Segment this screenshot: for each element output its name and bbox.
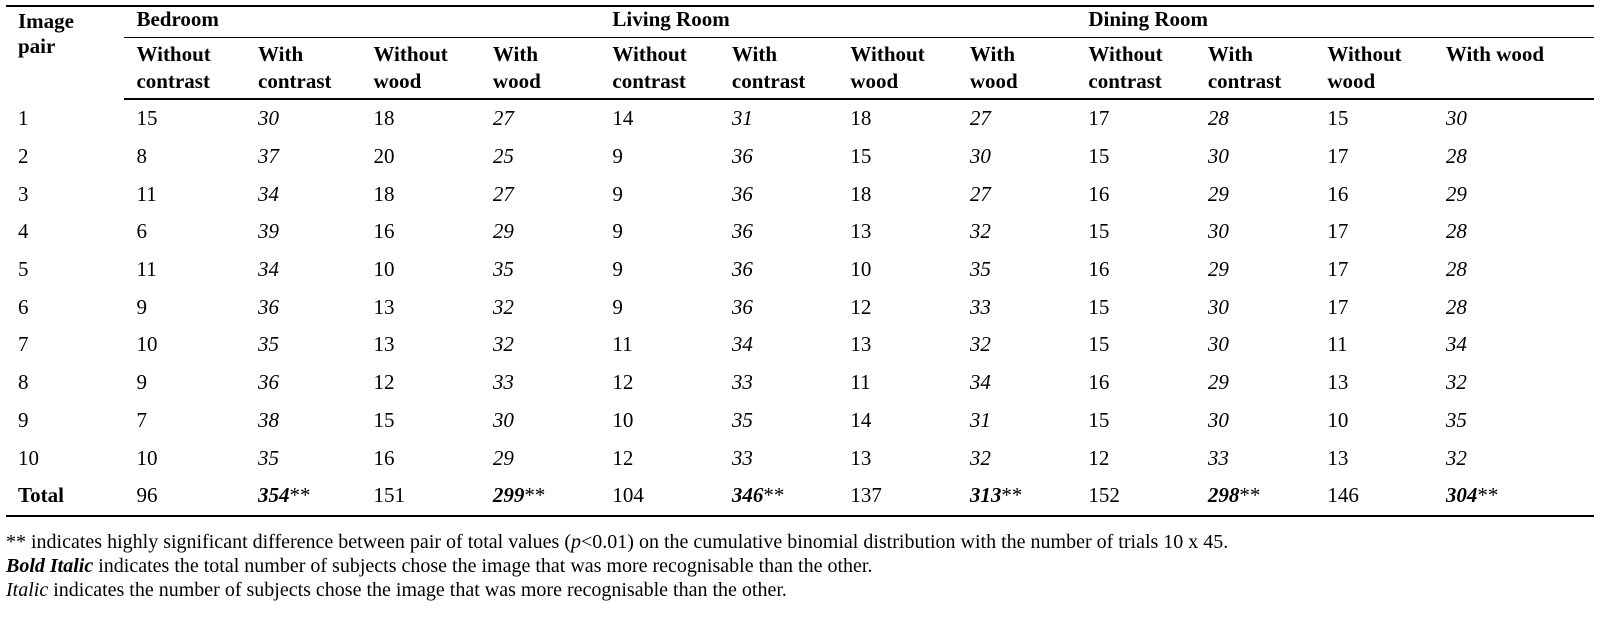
- table-cell: 13: [850, 445, 872, 470]
- total-value: 151: [373, 483, 405, 508]
- image-pair-header-line2: pair: [18, 34, 56, 58]
- table-row: [6, 138, 1594, 176]
- table-cell: 30: [1207, 294, 1229, 319]
- table-cell: 32: [492, 294, 514, 319]
- table-cell: 13: [373, 294, 395, 319]
- subheader-3: [481, 38, 601, 100]
- subheader-line1: Without: [612, 42, 687, 66]
- table-cell: 15: [1088, 332, 1110, 357]
- row-label: 5: [18, 257, 29, 282]
- table-cell: 33: [1207, 445, 1229, 470]
- group-header-dining-room: Dining Room: [1076, 6, 1594, 38]
- table-cell: 15: [1088, 144, 1110, 169]
- row-label: 7: [18, 332, 29, 357]
- table-cell: 32: [969, 445, 991, 470]
- subheader-row: [6, 38, 1594, 100]
- table-cell: 17: [1327, 219, 1349, 244]
- table-cell: 34: [731, 332, 753, 357]
- subheader-line2: wood: [850, 69, 899, 93]
- table-row: [6, 439, 1594, 477]
- table-row: [6, 213, 1594, 251]
- total-cell: [958, 477, 1077, 516]
- subheader-2: [361, 38, 480, 100]
- subheader-line2: wood: [373, 69, 422, 93]
- table-cell: 16: [373, 445, 395, 470]
- table-cell: 29: [492, 445, 514, 470]
- table-cell: 10: [136, 445, 158, 470]
- table-cell: 12: [612, 370, 634, 395]
- table-cell: 12: [373, 370, 395, 395]
- table-cell: 32: [969, 332, 991, 357]
- total-value: 299: [492, 483, 525, 508]
- table-cell: 36: [258, 370, 279, 395]
- table-cell: 29: [1207, 181, 1229, 206]
- subheader-line1: Without: [1088, 42, 1163, 66]
- total-value: 346: [731, 483, 764, 508]
- table-cell: 11: [1327, 332, 1348, 357]
- table-cell: 33: [731, 370, 753, 395]
- table-cell: 8: [136, 144, 147, 169]
- table-cell: 10: [612, 407, 634, 432]
- total-value: 304: [1445, 483, 1478, 508]
- table-cell: 17: [1088, 106, 1110, 131]
- table-cell: 17: [1327, 257, 1349, 282]
- subheader-line2: contrast: [1088, 69, 1162, 93]
- subheader-line1: With wood: [1445, 42, 1545, 66]
- table-cell: 38: [258, 407, 279, 432]
- total-cell: [1196, 477, 1315, 516]
- subheader-7: [958, 38, 1077, 100]
- image-pair-header: [6, 6, 124, 99]
- table-cell: 15: [1088, 219, 1110, 244]
- subheader-line1: With: [492, 42, 539, 66]
- subheader-line1: With: [969, 42, 1016, 66]
- subheader-line2: contrast: [731, 69, 806, 93]
- table-cell: 34: [969, 370, 991, 395]
- table-cell: 11: [136, 181, 157, 206]
- total-cell: [361, 477, 480, 516]
- table-body: [6, 99, 1594, 516]
- subheader-0: [124, 38, 246, 100]
- total-cell: [600, 477, 719, 516]
- table-cell: 29: [492, 219, 514, 244]
- subheader-line2: contrast: [612, 69, 686, 93]
- table-cell: 30: [1207, 219, 1229, 244]
- subheader-line1: Without: [136, 42, 211, 66]
- row-label: 1: [18, 105, 29, 130]
- note-italic-text: indicates the number of subjects chose the image that was more recognisable than the other.: [48, 579, 787, 601]
- table-cell: 36: [731, 181, 753, 206]
- table-cell: 13: [850, 332, 872, 357]
- table-cell: 11: [136, 257, 157, 282]
- table-cell: 36: [731, 257, 753, 282]
- subheader-6: [838, 38, 957, 100]
- table-cell: 20: [373, 144, 395, 169]
- table-cell: 29: [1445, 181, 1467, 206]
- table-cell: 17: [1327, 144, 1349, 169]
- table-cell: 10: [1327, 407, 1349, 432]
- table-cell: 10: [373, 257, 395, 282]
- table-cell: 9: [136, 294, 147, 319]
- row-label: 10: [18, 445, 39, 470]
- total-value: 146: [1327, 483, 1359, 508]
- table-cell: 35: [969, 257, 991, 282]
- table-cell: 16: [1088, 370, 1110, 395]
- table-cell: 13: [850, 219, 872, 244]
- table-cell: 35: [258, 445, 279, 470]
- table-cell: 14: [612, 106, 634, 131]
- table-cell: 12: [1088, 445, 1110, 470]
- table-cell: 34: [1445, 332, 1467, 357]
- table-cell: 7: [136, 407, 147, 432]
- table-cell: 30: [1207, 144, 1229, 169]
- total-label: Total: [6, 477, 124, 516]
- table-cell: 28: [1207, 106, 1229, 131]
- group-header-row: [6, 6, 1594, 38]
- table-cell: 30: [258, 106, 279, 131]
- subheader-10: [1315, 38, 1433, 100]
- table-cell: 12: [612, 445, 634, 470]
- table-cell: 9: [612, 294, 623, 319]
- table-cell: 32: [492, 332, 514, 357]
- note-significance-text-b: <0.01) on the cumulative binomial distribution with the number of trials 10 x 45.: [581, 531, 1229, 553]
- row-label: 6: [18, 294, 29, 319]
- table-cell: 18: [850, 106, 872, 131]
- table-cell: 33: [492, 370, 514, 395]
- table-cell: 36: [731, 294, 753, 319]
- significance-mark: **: [524, 483, 546, 508]
- table-cell: 33: [731, 445, 753, 470]
- subheader-4: [600, 38, 719, 100]
- subheader-line1: Without: [1327, 42, 1402, 66]
- table-cell: 13: [373, 332, 395, 357]
- subheader-5: [720, 38, 838, 100]
- table-cell: 29: [1207, 370, 1229, 395]
- table-row: [6, 251, 1594, 289]
- table-cell: 15: [373, 407, 395, 432]
- total-value: 104: [612, 483, 644, 508]
- table-cell: 36: [258, 294, 279, 319]
- note-bold-italic: [6, 554, 1594, 578]
- table-cell: 28: [1445, 144, 1467, 169]
- table-row: [6, 326, 1594, 364]
- significance-mark: **: [289, 483, 311, 508]
- table-cell: 14: [850, 407, 872, 432]
- total-row: [6, 477, 1594, 516]
- table-cell: 36: [731, 144, 753, 169]
- subheader-line1: With: [731, 42, 778, 66]
- subheader-line2: wood: [492, 69, 541, 93]
- table-cell: 27: [969, 181, 991, 206]
- note-significance-text-a: ** indicates highly significant difference between pair of total values (: [6, 531, 571, 553]
- subheader-1: [246, 38, 361, 100]
- table-cell: 13: [1327, 445, 1349, 470]
- table-cell: 18: [850, 181, 872, 206]
- total-value: 354: [258, 483, 290, 508]
- row-label: 9: [18, 407, 29, 432]
- subheader-line1: Without: [850, 42, 925, 66]
- table-cell: 18: [373, 181, 395, 206]
- table-cell: 25: [492, 144, 514, 169]
- table-cell: 32: [969, 219, 991, 244]
- table-cell: 30: [1445, 106, 1467, 131]
- total-cell: [838, 477, 957, 516]
- table-cell: 27: [492, 181, 514, 206]
- table-cell: 30: [492, 407, 514, 432]
- table-cell: 33: [969, 294, 991, 319]
- table-cell: 18: [373, 106, 395, 131]
- table-row: [6, 402, 1594, 440]
- table-cell: 30: [969, 144, 991, 169]
- table-cell: 32: [1445, 445, 1467, 470]
- table-cell: 37: [258, 144, 279, 169]
- table-cell: 27: [969, 106, 991, 131]
- group-header-living-room: Living Room: [600, 6, 1076, 38]
- table-cell: 9: [136, 370, 147, 395]
- table-cell: 9: [612, 144, 623, 169]
- total-cell: [124, 477, 246, 516]
- table-cell: 28: [1445, 219, 1467, 244]
- subheader-line2: contrast: [136, 69, 210, 93]
- subheader-line2: contrast: [258, 69, 332, 93]
- significance-mark: **: [1477, 483, 1499, 508]
- table-cell: 35: [258, 332, 279, 357]
- table-cell: 9: [612, 181, 623, 206]
- table-cell: 13: [1327, 370, 1349, 395]
- table-cell: 10: [850, 257, 872, 282]
- table-cell: 15: [1327, 106, 1349, 131]
- row-label: 2: [18, 144, 29, 169]
- subheader-line2: wood: [1327, 69, 1376, 93]
- subheader-line2: wood: [969, 69, 1018, 93]
- total-value: 313: [969, 483, 1002, 508]
- note-bold-italic-text: indicates the total number of subjects chose the image that was more recognisable than the other.: [93, 555, 873, 577]
- table-cell: 29: [1207, 257, 1229, 282]
- table-cell: 39: [258, 219, 279, 244]
- table-row: [6, 99, 1594, 138]
- table-cell: 16: [1088, 181, 1110, 206]
- table-cell: 12: [850, 294, 872, 319]
- table-cell: 10: [136, 332, 158, 357]
- table-cell: 17: [1327, 294, 1349, 319]
- total-cell: [720, 477, 838, 516]
- table-cell: 15: [850, 144, 872, 169]
- note-italic-emph: Italic: [6, 579, 49, 601]
- total-cell: [246, 477, 361, 516]
- table-cell: 28: [1445, 257, 1467, 282]
- significance-mark: **: [1001, 483, 1023, 508]
- total-cell: [1315, 477, 1433, 516]
- table-cell: 16: [1327, 181, 1349, 206]
- significance-mark: **: [1239, 483, 1261, 508]
- subheader-11: [1434, 38, 1594, 100]
- total-value: 137: [850, 483, 882, 508]
- table-cell: 6: [136, 219, 147, 244]
- table-cell: 34: [258, 257, 279, 282]
- table-cell: 15: [1088, 407, 1110, 432]
- table-cell: 35: [731, 407, 753, 432]
- table-row: [6, 364, 1594, 402]
- table-row: [6, 288, 1594, 326]
- table-cell: 15: [1088, 294, 1110, 319]
- table-cell: 32: [1445, 370, 1467, 395]
- note-bold-italic-emph: Bold Italic: [6, 555, 94, 577]
- table-cell: 15: [136, 106, 158, 131]
- table-cell: 11: [612, 332, 633, 357]
- results-table: [6, 5, 1594, 517]
- table-cell: 30: [1207, 407, 1229, 432]
- table-cell: 34: [258, 181, 279, 206]
- table-cell: 16: [373, 219, 395, 244]
- table-cell: 31: [969, 407, 991, 432]
- total-cell: [1076, 477, 1195, 516]
- row-label: 8: [18, 370, 29, 395]
- table-cell: 28: [1445, 294, 1467, 319]
- total-cell: [481, 477, 601, 516]
- table-cell: 16: [1088, 257, 1110, 282]
- image-pair-header-line1: Image: [18, 9, 74, 33]
- note-significance-p: p: [571, 531, 581, 553]
- table-cell: 35: [1445, 407, 1467, 432]
- row-label: 4: [18, 219, 29, 244]
- table-cell: 30: [1207, 332, 1229, 357]
- subheader-line2: contrast: [1207, 69, 1282, 93]
- note-italic: [6, 578, 1594, 602]
- subheader-line1: Without: [373, 42, 448, 66]
- note-significance: [6, 530, 1594, 554]
- total-cell: [1434, 477, 1594, 516]
- table-cell: 31: [731, 106, 753, 131]
- table-notes: [6, 530, 1594, 602]
- table-cell: 27: [492, 106, 514, 131]
- subheader-line1: With: [258, 42, 304, 66]
- table-cell: 9: [612, 257, 623, 282]
- table-row: [6, 175, 1594, 213]
- table-cell: 9: [612, 219, 623, 244]
- group-header-bedroom: Bedroom: [124, 6, 600, 38]
- subheader-9: [1196, 38, 1315, 100]
- total-value: 96: [136, 483, 158, 508]
- total-value: 298: [1207, 483, 1240, 508]
- significance-mark: **: [763, 483, 785, 508]
- subheader-8: [1076, 38, 1195, 100]
- row-label: 3: [18, 181, 29, 206]
- table-cell: 35: [492, 257, 514, 282]
- total-value: 152: [1088, 483, 1120, 508]
- table-cell: 36: [731, 219, 753, 244]
- subheader-line1: With: [1207, 42, 1253, 66]
- table-cell: 11: [850, 370, 871, 395]
